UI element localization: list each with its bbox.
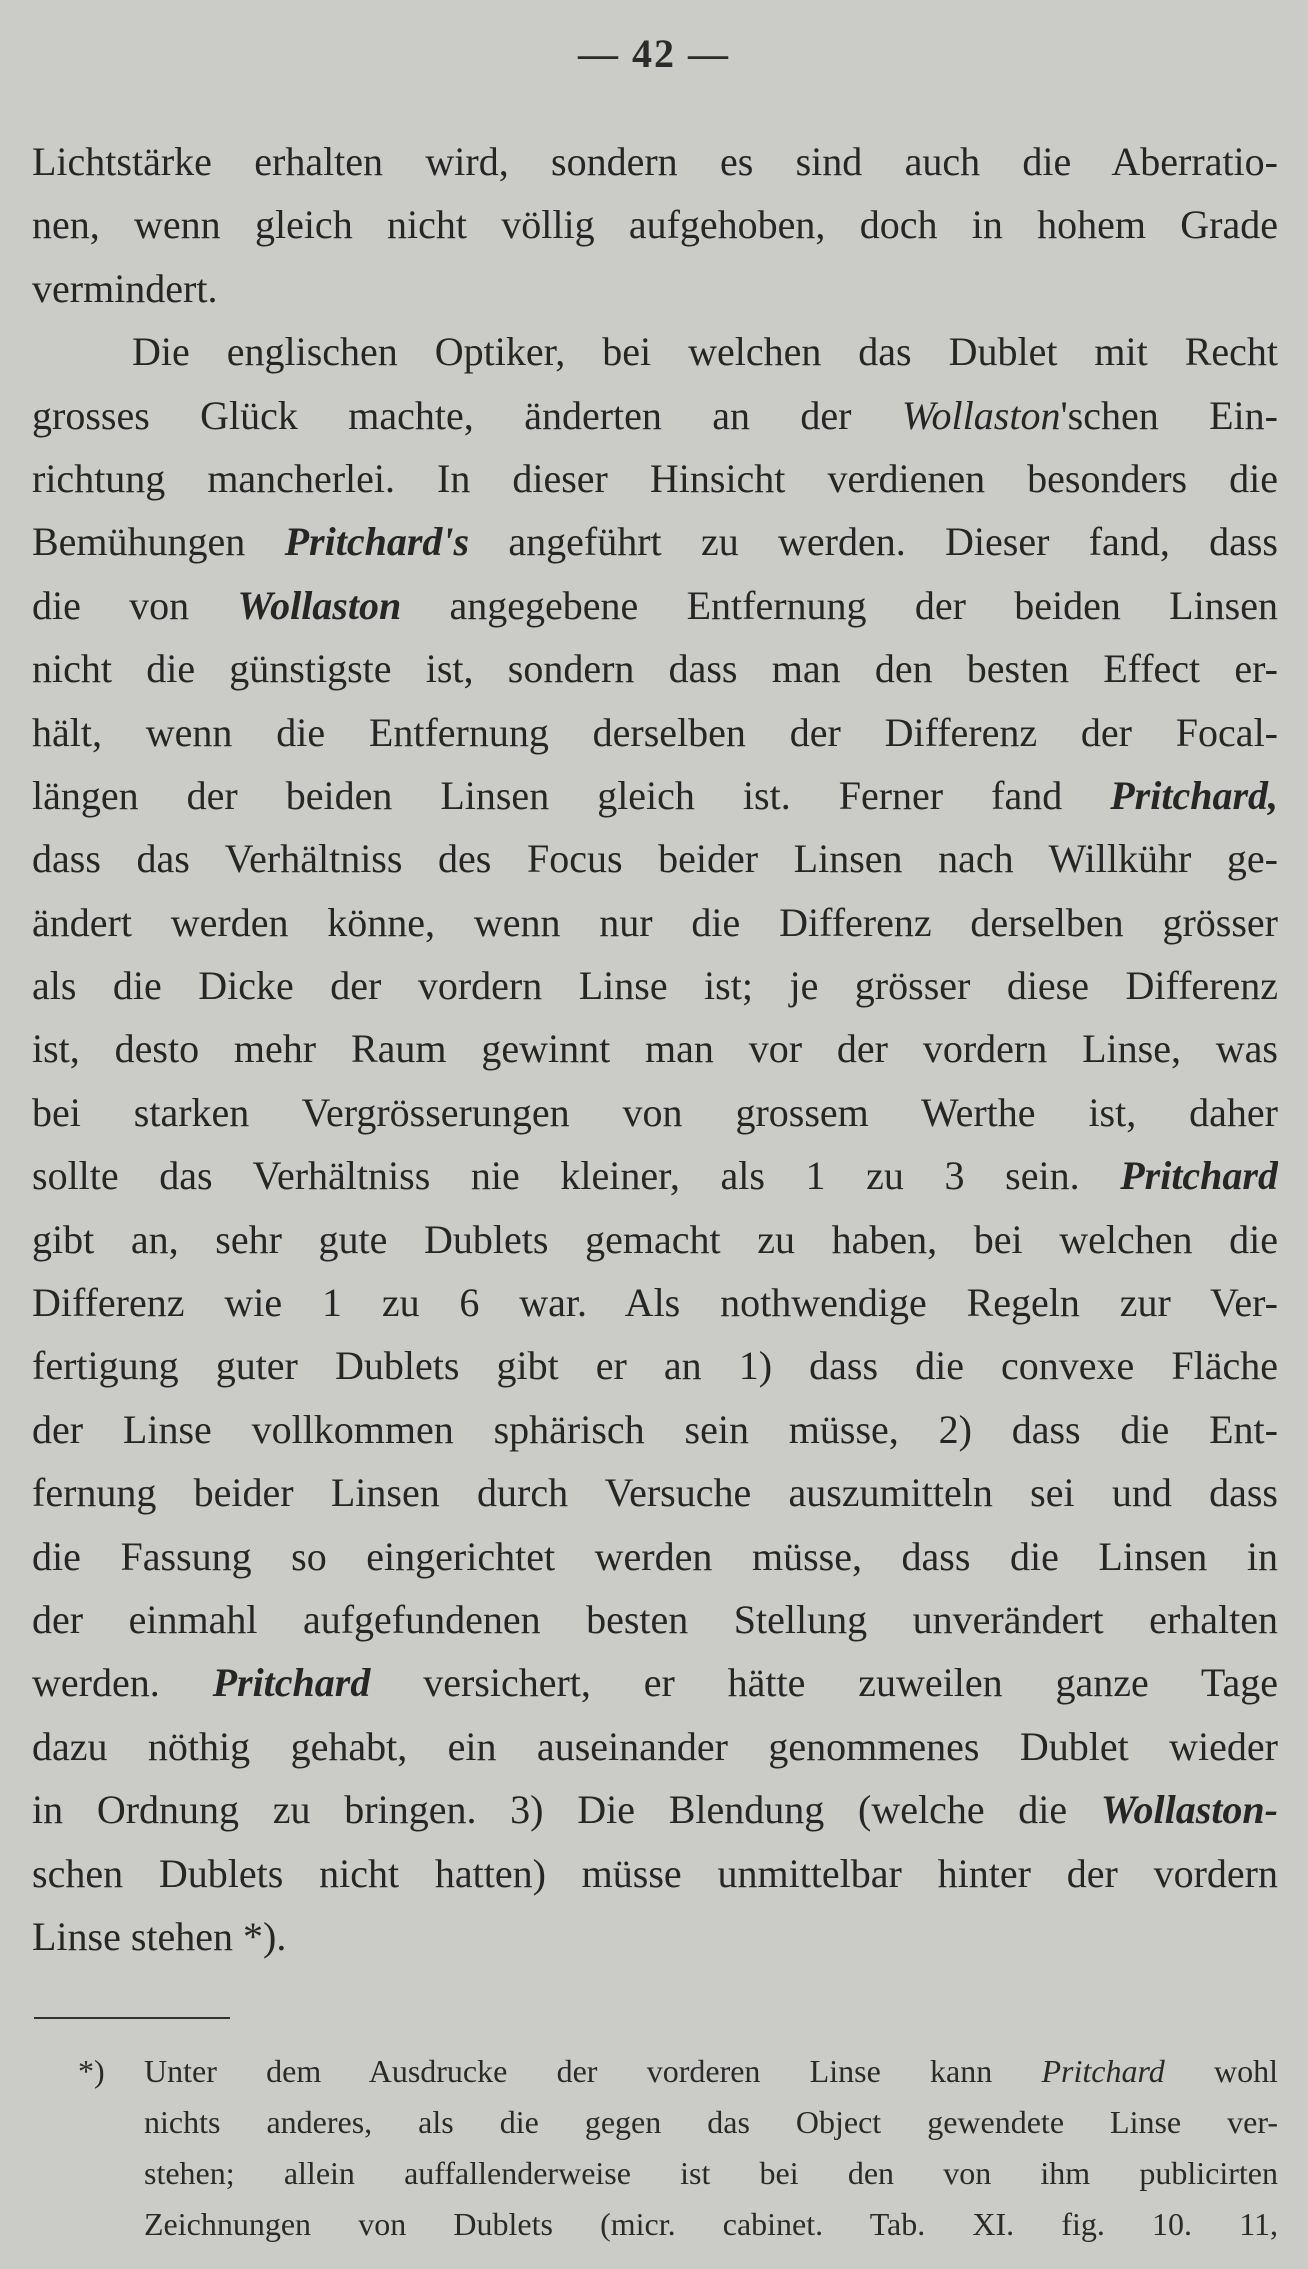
text-line: die Fassung so eingerichtet werden müsse, dass die Linsen in xyxy=(32,1533,1278,1579)
text-line: als die Dicke der vordern Linse ist; je grösser diese Differenz xyxy=(32,963,1278,1009)
text-line: vermindert. xyxy=(32,265,218,311)
footnote-line: Zeichnungen von Dublets (micr. cabinet. Tab. XI. fig. 10. 11, xyxy=(144,2206,1278,2242)
text-line: gibt an, sehr gute Dublets gemacht zu haben, bei welchen die xyxy=(32,1216,1278,1262)
text-line xyxy=(32,1651,1278,1714)
person-name: Pritchard xyxy=(1120,1153,1278,1199)
text-segment: grosses Glück machte, änderten an der xyxy=(32,392,852,438)
person-name: Pritchard xyxy=(212,1660,371,1706)
text-line xyxy=(32,510,1278,573)
text-segment: werden. xyxy=(32,1660,160,1706)
person-name: Wollaston xyxy=(901,392,1061,438)
body-text xyxy=(32,130,1278,1968)
text-line xyxy=(32,1778,1278,1841)
text-segment: in Ordnung zu bringen. 3) Die Blendung (welche die xyxy=(32,1787,1068,1833)
person-name: Pritchard, xyxy=(1110,772,1278,818)
person-name: Pritchard xyxy=(1041,2053,1165,2089)
text-line: der Linse vollkommen sphärisch sein müsse, 2) dass die Ent- xyxy=(32,1406,1278,1452)
text-line: bei starken Vergrösserungen von grossem Werthe ist, daher xyxy=(32,1089,1278,1135)
text-segment: Unter dem Ausdrucke der vorderen Linse kann xyxy=(144,2053,993,2089)
text-line: dazu nöthig gehabt, ein auseinander genommenes Dublet wieder xyxy=(32,1723,1278,1769)
text-line: richtung mancherlei. In dieser Hinsicht verdienen besonders die xyxy=(32,455,1278,501)
text-line: schen Dublets nicht hatten) müsse unmittelbar hinter der vordern xyxy=(32,1850,1278,1896)
text-line xyxy=(32,574,1278,637)
text-line: hält, wenn die Entfernung derselben der Differenz der Focal- xyxy=(32,709,1278,755)
text-segment: angegebene Entfernung der beiden Linsen xyxy=(401,582,1278,628)
text-segment: längen der beiden Linsen gleich ist. Ferner fand xyxy=(32,772,1063,818)
text-line xyxy=(32,764,1278,827)
footnote xyxy=(78,2046,1278,2250)
footnote-marker: *) xyxy=(78,2053,105,2089)
footnote-line xyxy=(78,2046,1278,2097)
text-line: Differenz wie 1 zu 6 war. Als nothwendige Regeln zur Ver- xyxy=(32,1280,1278,1326)
text-line: nen, wenn gleich nicht völlig aufgehoben, doch in hohem Grade xyxy=(32,202,1278,248)
text-line: nicht die günstigste ist, sondern dass man den besten Effect er- xyxy=(32,646,1278,692)
text-line: Die englischen Optiker, bei welchen das Dublet mit Recht xyxy=(132,329,1278,375)
text-line: fertigung guter Dublets gibt er an 1) dass die convexe Fläche xyxy=(32,1343,1278,1389)
text-line: dass das Verhältniss des Focus beider Linsen nach Willkühr ge- xyxy=(32,836,1278,882)
footnote-line: nichts anderes, als die gegen das Object gewendete Linse ver- xyxy=(144,2104,1278,2140)
text-segment: sollte das Verhältniss nie kleiner, als 1 zu 3 sein. xyxy=(32,1153,1080,1199)
text-line: Lichtstärke erhalten wird, sondern es sind auch die Aberratio- xyxy=(32,139,1278,184)
person-name: Wollaston- xyxy=(1100,1787,1278,1833)
text-line xyxy=(32,384,1278,447)
text-segment: die von xyxy=(32,582,190,628)
person-name: Wollaston xyxy=(237,582,402,628)
text-line xyxy=(32,1144,1278,1207)
text-line: ändert werden könne, wenn nur die Differenz derselben grösser xyxy=(32,899,1278,945)
text-line: Linse stehen *). xyxy=(32,1913,287,1959)
text-segment: Bemühungen xyxy=(32,519,246,565)
text-segment: wohl xyxy=(1214,2053,1278,2089)
person-name: Pritchard's xyxy=(284,519,470,565)
footnote-divider xyxy=(34,2017,230,2019)
text-line: ist, desto mehr Raum gewinnt man vor der vordern Linse, was xyxy=(32,1026,1278,1072)
text-segment: 'schen Ein- xyxy=(1060,392,1278,438)
text-segment: versichert, er hätte zuweilen ganze Tage xyxy=(370,1660,1278,1706)
page-number: — 42 — xyxy=(578,31,730,76)
text-segment: angeführt zu werden. Dieser fand, dass xyxy=(469,519,1278,565)
text-line: der einmahl aufgefundenen besten Stellung unverändert erhalten xyxy=(32,1596,1278,1642)
footnote-line: stehen; allein auffallenderweise ist bei den von ihm publicirten xyxy=(144,2155,1278,2191)
text-line: fernung beider Linsen durch Versuche auszumitteln sei und dass xyxy=(32,1470,1278,1516)
